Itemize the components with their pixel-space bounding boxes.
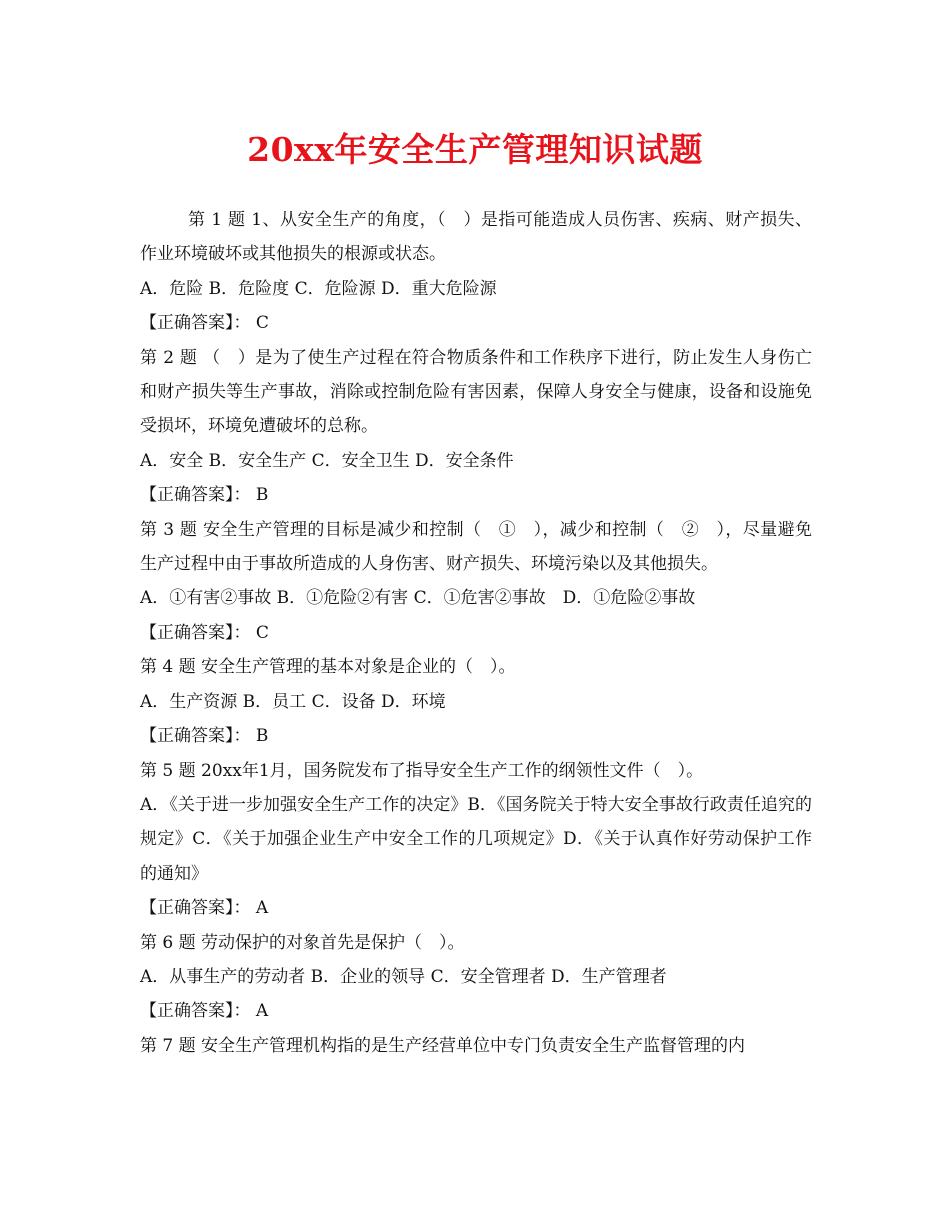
question-list [140, 203, 812, 1063]
question-options: A．生产资源 B．员工 C．设备 D．环境 [140, 691, 446, 712]
question-answer: 【正确答案】： C [140, 313, 269, 334]
question-answer: 【正确答案】： B [140, 485, 269, 506]
question-options: A．《关于进一步加强安全生产工作的决定》B．《国务院关于特大安全事故行政责任追究的规定》C．《关于加强企业生产中安全工作的几项规定》D．《关于认真作好劳动保护工作的通知》 [140, 794, 812, 884]
question-options: A．安全 B．安全生产 C．安全卫生 D．安全条件 [140, 450, 514, 471]
question-answer: 【正确答案】： A [140, 1001, 269, 1022]
question-answer: 【正确答案】： B [140, 726, 269, 747]
question-stem: 第 7 题 安全生产管理机构指的是生产经营单位中专门负责安全生产监督管理的内 [140, 1035, 746, 1056]
question-options: A．①有害②事故 B．①危险②有害 C．①危害②事故 D．①危险②事故 [140, 588, 696, 609]
document-title: 20xx年安全生产管理知识试题 [247, 130, 703, 169]
question-answer: 【正确答案】： A [140, 898, 269, 919]
question-answer: 【正确答案】： C [140, 622, 269, 643]
question-stem: 第 2 题 （ ）是为了使生产过程在符合物质条件和工作秩序下进行，防止发生人身伤亡和财产损失等生产事故，消除或控制危险有害因素，保障人身安全与健康，设备和设施免受损坏，环境免遭破坏的总称。 [140, 347, 812, 437]
question-options: A．从事生产的劳动者 B．企业的领导 C．安全管理者 D．生产管理者 [140, 966, 667, 987]
question-stem: 第 3 题 安全生产管理的目标是减少和控制（ ① ），减少和控制（ ② ），尽量避免生产过程中由于事故所造成的人身伤害、财产损失、环境污染以及其他损失。 [140, 519, 812, 575]
question-stem: 第 6 题 劳动保护的对象首先是保护（ ）。 [140, 932, 465, 953]
question-stem: 第 5 题 20xx年1月，国务院发布了指导安全生产工作的纲领性文件（ ）。 [140, 760, 704, 781]
question-stem: 第 1 题 1、从安全生产的角度，（ ）是指可能造成人员伤害、疾病、财产损失、作业环境破坏或其他损失的根源或状态。 [140, 210, 812, 265]
question-stem: 第 4 题 安全生产管理的基本对象是企业的（ ）。 [140, 657, 516, 678]
question-options: A．危险 B．危险度 C．危险源 D．重大危险源 [140, 278, 497, 299]
